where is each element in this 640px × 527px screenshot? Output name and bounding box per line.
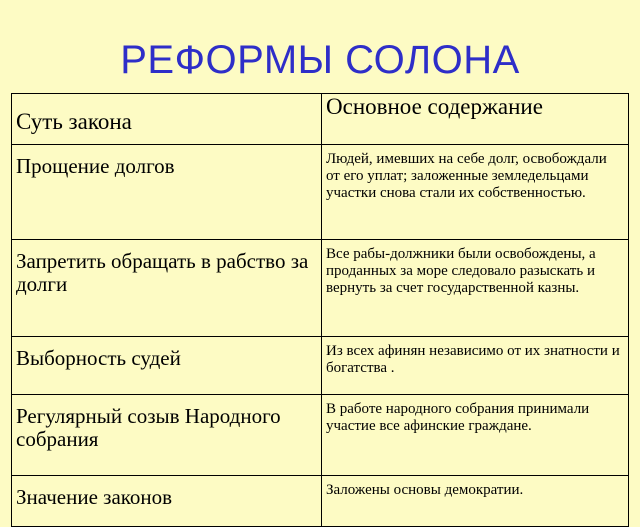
law-name: Запретить обращать в рабство за долги: [12, 240, 322, 337]
law-name: Выборность судей: [12, 337, 322, 395]
law-name: Регулярный созыв Народного собрания: [12, 395, 322, 476]
table-row: [12, 337, 629, 395]
header-law-essence: Суть закона: [12, 94, 322, 145]
law-content: Заложены основы демократии.: [322, 476, 629, 527]
table-row: [12, 145, 629, 240]
law-name: Прощение долгов: [12, 145, 322, 240]
law-name: Значение законов: [12, 476, 322, 527]
header-main-content: Основное содержание: [322, 94, 629, 145]
table-row: [12, 240, 629, 337]
reforms-table: [11, 93, 629, 527]
table-row: [12, 395, 629, 476]
law-content: Из всех афинян независимо от их знатности и богатства .: [322, 337, 629, 395]
law-content: Все рабы-должники были освобождены, а проданных за море следовало разыскать и вернуть за счет государственной казны.: [322, 240, 629, 337]
law-content: Людей, имевших на себе долг, освобождали от его уплат; заложенные земледельцами участки снова стали их собственностью.: [322, 145, 629, 240]
law-content: В работе народного собрания принимали участие все афинские граждане.: [322, 395, 629, 476]
table-header-row: [12, 94, 629, 145]
slide-title: РЕФОРМЫ СОЛОНА: [120, 38, 520, 82]
table-row: [12, 476, 629, 527]
